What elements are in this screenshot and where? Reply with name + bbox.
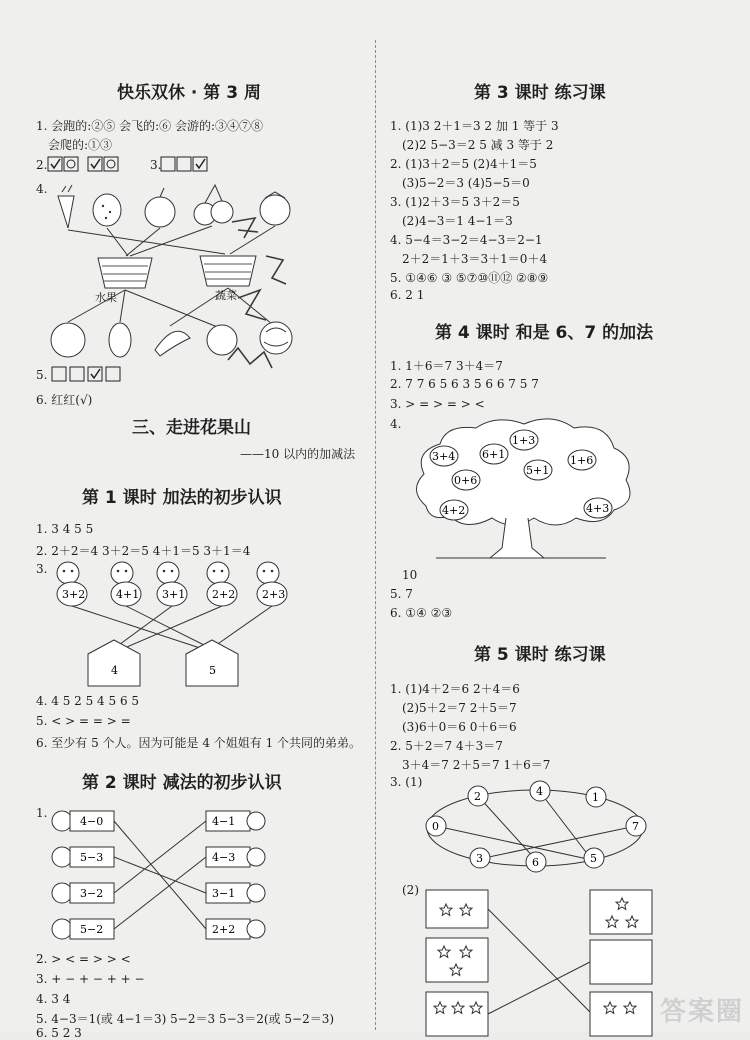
circle-mark [107,160,115,168]
strawberry-icon [93,194,121,226]
lesson-5-line: 1. (1)4＋2＝6 2＋4＝6 [390,682,520,696]
ring-number: 6 [532,856,539,869]
lesson-5-title: 第 5 课时 练习课 [474,645,606,665]
right-card-label: 2+2 [212,923,236,936]
star-box [426,938,488,982]
ring-number: 2 [474,790,481,803]
weekend-answer-6: 6. 红红(√) [36,393,93,407]
apple-label: 3+4 [432,450,456,463]
right-card-label: 4−3 [212,851,236,864]
checkbox-row-q2-q3 [48,157,248,173]
subtraction-matching [48,805,268,947]
weekend-answer-3: 3. [150,158,162,172]
handwriting-scribble [228,348,272,368]
unit-title: 三、走进花果山 [132,418,251,438]
apple-label: 1+3 [512,434,536,447]
ring-number: 5 [590,852,597,865]
weekend-answer-5: 5. [36,368,48,382]
lesson-4-answer-5: 5. 7 [390,587,413,601]
apple-label: 4+3 [586,502,610,515]
match-line [488,962,590,1014]
lesson-5-line: (2)5＋2＝7 2＋5＝7 [402,701,517,715]
match-line [126,228,160,256]
handwriting-scribble [232,218,258,238]
left-card-label: 3−2 [80,887,104,900]
left-card-label: 4−0 [80,815,104,828]
tomato-icon [260,195,290,225]
right-card-label: 4−1 [212,815,236,828]
number-ring-diagram [420,780,650,880]
watermark-logo: 答案圈 [659,997,744,1027]
tree-trunk [490,518,544,558]
ring-number: 1 [592,791,599,804]
check-box [64,157,78,171]
apple-icon [207,325,237,355]
star-box [590,940,652,984]
lesson-3-line: 4. 5−4＝3−2＝4−3＝2−1 [390,233,543,247]
lesson-3-line: 6. 2 1 [390,288,425,302]
lesson-5-line: 2. 5＋2＝7 4＋3＝7 [390,739,503,753]
basket-veg-label: 蔬菜 [215,289,237,302]
lesson-3-line: 5. ①④⑥ ③ ⑤⑦⑩⑪⑫ ②⑧⑨ [390,271,549,285]
check-mark [196,159,205,168]
weekend-answer-2: 2. [36,158,48,172]
column-divider [375,40,376,1030]
lesson-5-line: (3)6＋0＝6 0＋6＝6 [402,720,517,734]
circle-mark [67,160,75,168]
lesson-3-line: 3. (1)2＋3＝5 3＋2＝5 [390,195,520,209]
lesson-3-title: 第 3 课时 练习课 [474,83,606,103]
match-line [230,226,275,254]
lesson-2-answer-6: 6. 5 2 3 [36,1026,82,1040]
chick-house-matching [40,558,300,690]
chick-label: 4+1 [116,588,140,601]
chick-label: 2+2 [212,588,236,601]
lesson-1-answer-6: 6. 至少有 5 个人。因为可能是 4 个姐姐有 1 个共同的弟弟。 [36,736,362,750]
eggplant-icon [155,331,190,356]
match-line [125,290,220,328]
checkbox-row-q5 [52,367,132,383]
match-line [114,857,206,893]
apple-tree [406,418,636,560]
lesson-1-answer-4: 4. 4 5 2 5 4 5 6 5 [36,694,140,708]
match-line [120,290,125,322]
house-label: 5 [209,664,216,677]
match-line [114,857,206,929]
weekend-answer-1b: 会爬的:①③ [48,138,113,152]
star-box [426,890,488,928]
apple-label: 1+6 [570,454,594,467]
check-box [161,157,175,171]
match-line [107,228,128,256]
lesson-2-title: 第 2 课时 减法的初步认识 [82,773,282,793]
lesson-2-answer-5: 5. 4−3＝1(或 4−1＝3) 5−2＝3 5−3＝2(或 5−2＝3) [36,1012,335,1026]
lesson-2-answer-4: 4. 3 4 [36,992,71,1006]
house-icon [88,640,140,686]
lesson-4-line: 1. 1＋6＝7 3＋4＝7 [390,359,503,373]
apple-label: 5+1 [526,464,550,477]
check-box [177,157,191,171]
check-mark [91,369,100,378]
lesson-3-line: 1. (1)3 2＋1＝3 2 加 1 等于 3 [390,119,559,133]
lesson-5-line: 3＋4＝7 2＋5＝7 1＋6＝7 [402,758,551,772]
fruit-veg-matching [40,180,360,380]
star-box [590,890,652,934]
lesson-4-answer-4-result: 10 [402,568,418,582]
lesson-2-answer-2: 2. > < = > > < [36,952,131,966]
chick-label: 3+1 [162,588,186,601]
chick-label: 3+2 [62,588,86,601]
grapes-icon [109,323,131,357]
unit-subtitle: ——10 以内的加减法 [240,447,356,461]
weekend-answer-1: 1. 会跑的:②⑤ 会飞的:⑥ 会游的:③④⑦⑧ [36,119,264,133]
match-line [212,606,272,648]
fruit-basket-icon [98,258,152,288]
star-box-matching [426,890,666,1032]
cabbage-icon [260,322,292,354]
lesson-3-line: (2)4−3＝1 4−1＝3 [402,214,513,228]
left-card-label: 5−3 [80,851,104,864]
ring-number: 3 [476,852,483,865]
match-line [72,606,200,648]
lesson-4-line: 4. [390,417,402,431]
weekend-answer-4: 4. [36,182,48,196]
check-box [104,157,118,171]
apple-label: 4+2 [442,504,466,517]
house-icon [186,640,238,686]
apple-label: 0+6 [454,474,478,487]
ring-number: 7 [632,820,639,833]
star-box [426,992,488,1036]
weekend-title: 快乐双休 · 第 3 周 [117,83,261,103]
lesson-1-title: 第 1 课时 加法的初步认识 [82,488,282,508]
lesson-3-line: 2＋2＝1＋3＝3＋1＝0＋4 [402,252,548,266]
check-mark [91,159,100,168]
vegetable-basket-icon [200,256,256,286]
lesson-2-answer-1: 1. [36,806,48,820]
ring-number: 0 [432,820,439,833]
basket-fruit-label: 水果 [95,291,117,304]
lesson-3-line: 2. (1)3＋2＝5 (2)4＋1＝5 [390,157,537,171]
lesson-5-line: 3. (1) [390,775,423,789]
lesson-4-line: 3. > = > = > < [390,397,485,411]
match-line [488,909,590,1012]
lesson-1-answer-2: 2. 2＋2＝4 3＋2＝5 4＋1＝5 3＋1＝4 [36,544,251,558]
lesson-4-line: 2. 7 7 6 5 6 3 5 6 6 7 5 7 [390,377,539,391]
ring-number: 4 [536,785,543,798]
lesson-1-answer-1: 1. 3 4 5 5 [36,522,94,536]
carrot-leaves-icon [62,185,72,192]
chick-label: 2+3 [262,588,286,601]
match-line [540,792,592,860]
lesson-2-answer-3: 3. + − + − + + − [36,972,145,986]
lesson-5-answer-3b: (2) [402,883,419,897]
apple-label: 6+1 [482,448,506,461]
lesson-4-answer-6: 6. ①④ ②③ [390,606,453,620]
lesson-3-line: (2)2 5−3＝2 5 减 3 等于 2 [402,138,554,152]
check-mark [51,159,60,168]
peach-icon [51,323,85,357]
star-box [590,992,652,1036]
lesson-3-line: (3)5−2＝3 (4)5−5＝0 [402,176,530,190]
handwriting-scribble [266,256,286,284]
carrot-icon [58,196,74,228]
lesson-1-answer-3: 3. [36,562,48,576]
house-label: 4 [111,664,118,677]
match-line [114,821,206,893]
lesson-4-title: 第 4 课时 和是 6、7 的加法 [435,323,654,343]
right-card-label: 3−1 [212,887,236,900]
lesson-1-answer-5: 5. < > = = > = [36,714,131,728]
pear-icon [145,197,175,227]
left-card-label: 5−2 [80,923,104,936]
